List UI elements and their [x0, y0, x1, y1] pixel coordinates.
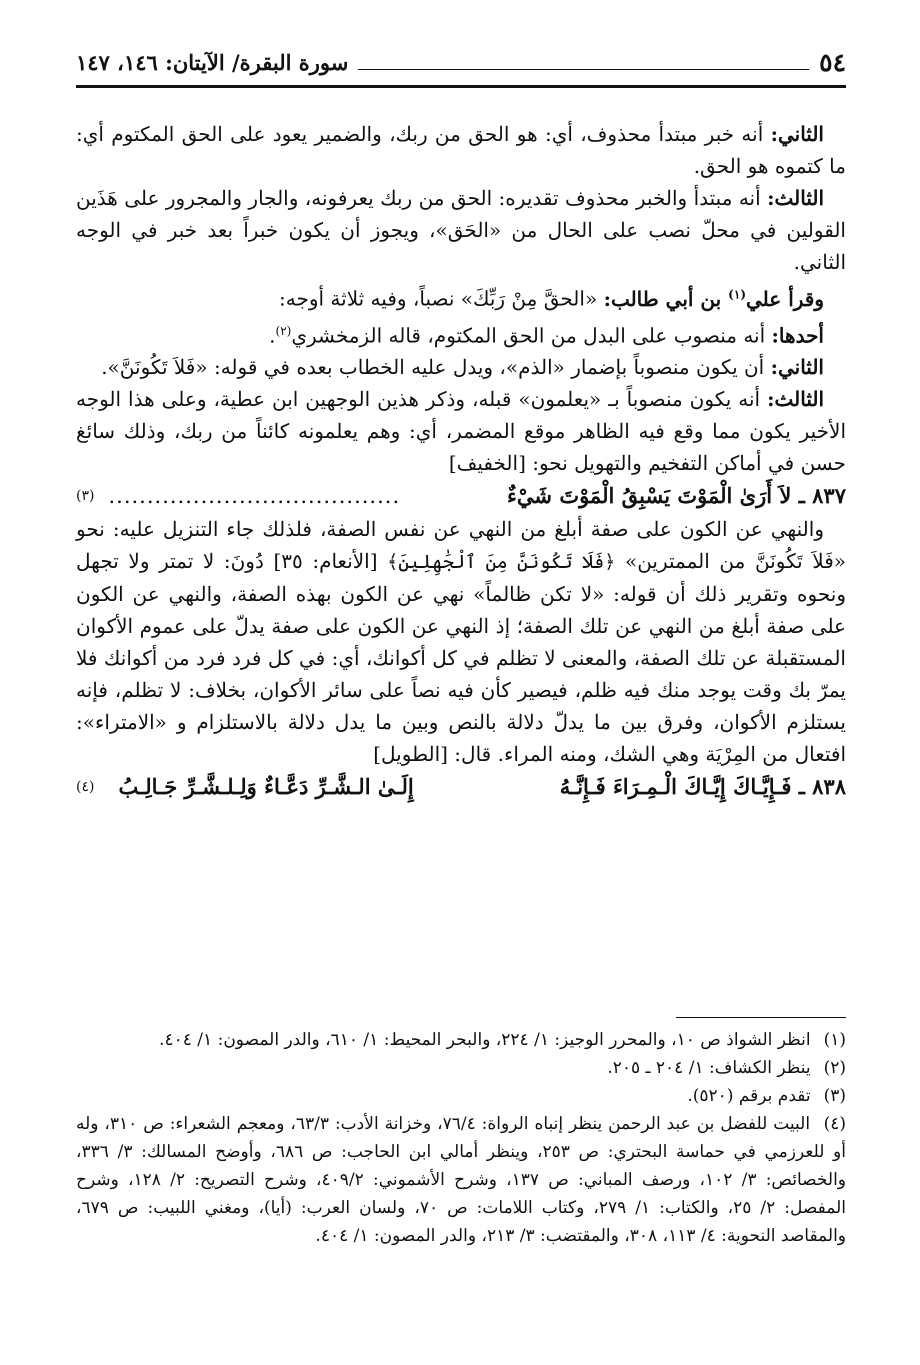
footnote-3: (٣) تقدم برقم (٥٢٠).	[687, 1086, 846, 1106]
paragraph-label: الثالث:	[767, 387, 825, 412]
paragraph-7	[76, 513, 846, 770]
footnote-ref: (٢)	[275, 323, 292, 338]
header-rule	[358, 55, 809, 70]
footnote-ref: (٣)	[76, 488, 95, 505]
paragraph-label: الثالث:	[767, 186, 825, 210]
verse-dots: ......................................	[108, 484, 401, 509]
footnote-ref: (٤)	[76, 779, 95, 796]
paragraph-1	[76, 118, 846, 182]
verse-text: ٨٣٧ ـ لاَ أَرَىٰ الْمَوْتَ يَسْبِقُ الْمَوْتَ شَيْءٌ	[507, 483, 846, 509]
paragraph-5	[76, 351, 846, 383]
verse-second-hemistich: إِلَـىٰ الـشَّـرِّ دَعَّـاءٌ وَلِـلـشَّـرِّ جَـالِـبُ	[118, 774, 414, 800]
verse-837	[76, 479, 846, 513]
footnote-ref: (١)	[728, 287, 746, 301]
page-number: ٥٤	[819, 48, 846, 77]
paragraph-text: أنه مبتدأ والخبر محذوف تقديره: الحق من ربك يعرفونه، والجار والمجرور على هَذَين القولين في محلّ نصب على الحال من «الحَق»، ويجوز أن يكون خبراً بعد خبر في الوجه الثاني.	[76, 186, 846, 274]
footnote-separator	[676, 1017, 846, 1018]
paragraph-text: أنه يكون منصوباً بـ «يعلمون» قبله، وذكر هذين الوجهين ابن عطية، وعلى هذا الوجه الأخير يكون مما وقع فيه الظاهر موقع المضمر، أي: وهم يعلمونه كائناً من ربك، وذلك سائغ حسن في أماكن التفخيم والتهويل نحو: [الخفيف]	[76, 387, 846, 476]
paragraph-text: والنهي عن الكون على صفة أبلغ من النهي عن نفس الصفة، فلذلك جاء التنزيل عليه: نحو «فَلاَ تَكُونَنَّ من الممترين»	[76, 517, 847, 574]
page-title: سورة البقرة/ الآيتان: ١٤٦، ١٤٧	[76, 50, 349, 75]
footnotes	[76, 1026, 846, 1250]
paragraph-3	[76, 278, 846, 315]
paragraph-text: أنه خبر مبتدأ محذوف، أي: هو الحق من ربك، والضمير يعود على الحق المكتوم أي: ما كتموه هو الحق.	[76, 122, 846, 178]
page-header	[76, 44, 846, 88]
verse-838	[76, 770, 846, 804]
main-text	[76, 118, 846, 804]
paragraph-label: الثاني:	[770, 355, 824, 380]
quran-quote: ﴿فَلَا تَكُونَنَّ مِنَ ٱلْجَٰهِلِينَ﴾	[387, 551, 616, 574]
paragraph-text: «الحقَّ مِنْ رَبِّكَ» نصباً، وفيه ثلاثة أوجه:	[279, 286, 598, 311]
paragraph-label: أحدها:	[771, 323, 824, 348]
paragraph-4: أحدها: أنه منصوب على البدل من الحق المكتوم، قاله الزمخشري$^{(٢)}$.	[269, 323, 824, 348]
paragraph-2	[76, 182, 846, 278]
footnote-4: (٤) البيت للفضل بن عبد الرحمن ينظر إنباه الرواة: ٧٦/٤، وخزانة الأدب: ٦٣/٣، ومعجم الشعراء: ص ٣١٠، وله أو للعرزمي في حماسة البحتري: ص ٢٥٣، وينظر أمالي ابن الحاجب: ص ٦٨٦، وأوضح المسالك: ٣/ ٣٣٦، والخصائص: ٣/ ١٠٢، ورصف المباني: ص ١٣٧، وشرح الأشموني: ٤٠٩/٢، وشرح التصريح: ٢/ ١٢٨، وشرح المفصل: ٢/ ٢٥، والكتاب: ١/ ٢٧٩، وكتاب اللامات: ص ٧٠، ولسان العرب: (أيا)، ومغني اللبيب: ص ٦٧٩، والمقاصد النحوية: ٤/ ١١٣، ٣٠٨، والمقتضب: ٣/ ٢١٣، والدر المصون: ١/ ٤٠٤.	[76, 1114, 847, 1246]
paragraph-text: [الأنعام: ٣٥] دُونَ: لا تمتر ولا تجهل ونحوه وتقرير ذلك أن قوله: «لا تكن ظالماً» نهي عن الكون بهذه الصفة، والنهي عن الكون على صفة أبلغ من النهي عن تلك الصفة؛ إذ النهي عن الكون على صفة يدلّ على عموم الأكوان المستقبلة عن تلك الصفة، والمعنى لا تظلم في كل أكوانك، أي: في كل فرد فرد من أكوانك فلا يمرّ بك وقت يوجد منك فيه ظلم، فيصير كأن فيه نصاً على سائر الأكوان، بخلاف: لا تظلم، فإنه يستلزم الأكوان، وفرق بين ما يدلّ دلالة بالنص وبين ما يدل دلالة بالاستلزام و «الامتراء»: افتعال من المِرْيَة وهي الشك، ومنه المراء. قال: [الطويل]	[76, 549, 846, 767]
verse-first-hemistich: ٨٣٨ ـ فَـإِيَّـاكَ إِيَّـاكَ الْـمِـرَاءَ فَـإِنَّـهُ	[559, 774, 846, 800]
paragraph-text: أنه منصوب على البدل من الحق المكتوم، قاله الزمخشري	[291, 323, 766, 348]
footnote-1: (١) انظر الشواذ ص ١٠، والمحرر الوجيز: ١/ ٢٢٤، والبحر المحيط: ١/ ٦١٠، والدر المصون: ١/ ٤٠٤.	[159, 1030, 846, 1050]
footnote-2: (٢) ينظر الكشاف: ١/ ٢٠٤ ـ ٢٠٥.	[607, 1058, 846, 1078]
paragraph-text: أن يكون منصوباً بإضمار «الذم»، ويدل عليه الخطاب بعده في قوله: «فَلاَ تَكُونَنَّ».	[101, 355, 765, 380]
paragraph-6	[76, 383, 846, 479]
paragraph-label: الثاني:	[770, 122, 824, 146]
paragraph-label: وقرأ علي$^{(١)}$ بن أبي طالب:	[603, 286, 824, 311]
